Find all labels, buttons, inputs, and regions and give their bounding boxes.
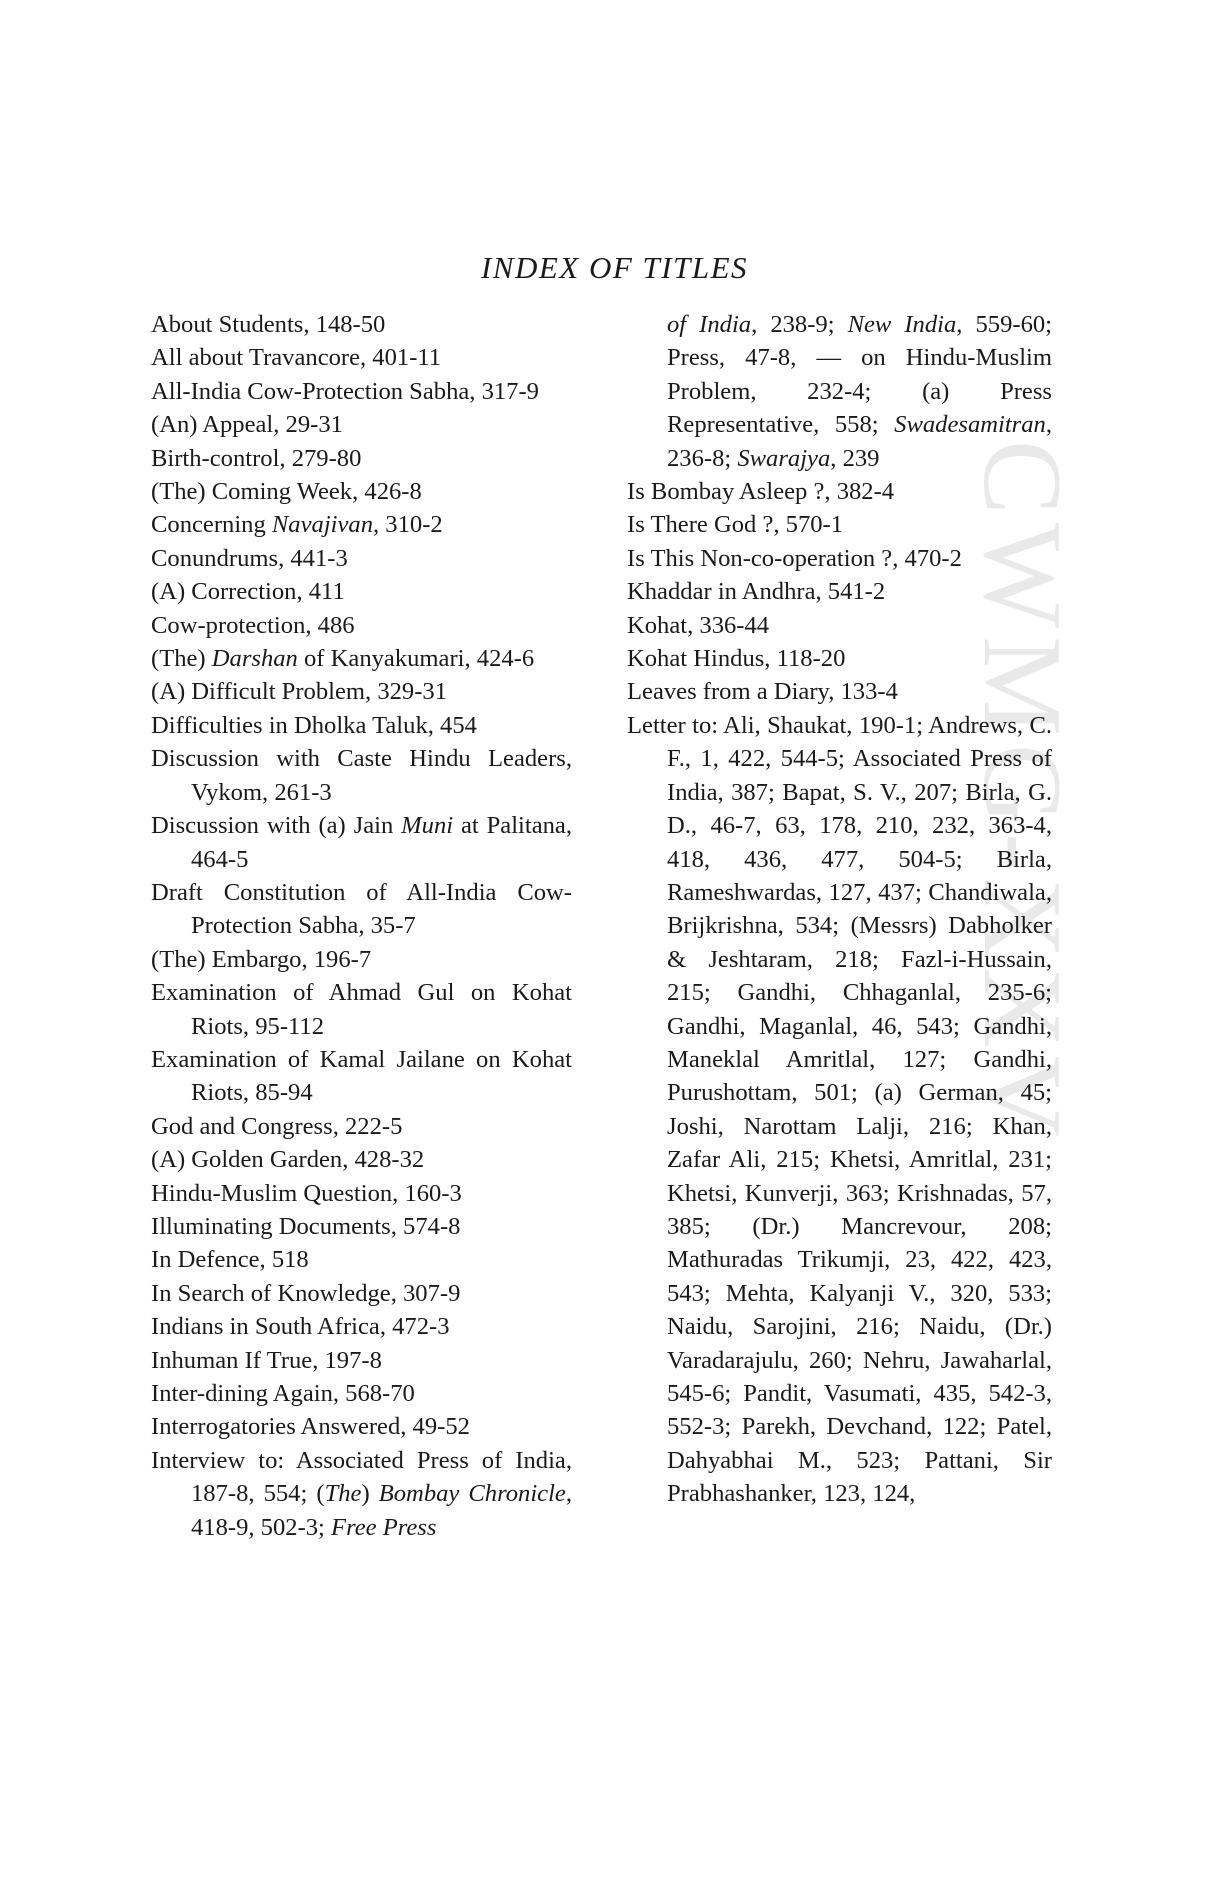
index-column-right [627, 308, 1052, 1511]
index-entry: Difficulties in Dholka Taluk, 454 [151, 711, 477, 739]
entry-italic-text: Navajivan [271, 511, 373, 539]
index-entry: Hindu-Muslim Question, 160-3 [151, 1179, 462, 1207]
index-entry: Kohat, 336-44 [627, 611, 770, 639]
index-entry: Khaddar in Andhra, 541-2 [627, 578, 886, 606]
watermark-text: CWMG-XXV [960, 440, 1084, 1145]
index-entry: Cow-protection, 486 [151, 611, 355, 639]
index-entry: (A) Correction, 411 [151, 578, 345, 606]
index-entry: About Students, 148-50 [151, 311, 386, 338]
index-entry: God and Congress, 222-5 [151, 1112, 403, 1140]
index-entry: (The) Coming Week, 426-8 [151, 478, 422, 506]
index-entry: (A) Golden Garden, 428-32 [151, 1146, 425, 1174]
entry-text: (The) [151, 645, 212, 673]
entry-text: , 239 [830, 444, 880, 472]
entry-italic-text: New India [847, 311, 957, 338]
entry-text: Discussion with (a) Jain [151, 812, 402, 840]
index-entry: Is This Non-co-operation ?, 470-2 [627, 544, 962, 572]
entry-italic-text: The [324, 1480, 362, 1508]
index-entry [151, 642, 572, 675]
entry-italic-text: Swadesamitran [894, 411, 1046, 439]
index-entry: Birth-control, 279-80 [151, 444, 362, 472]
index-entry: All about Travancore, 401-11 [151, 344, 442, 372]
index-entry: Draft Constitution of All-India Cow-Protection Sabha, 35-7 [151, 878, 572, 940]
index-entry [151, 1444, 572, 1544]
index-entry: Discussion with Caste Hindu Leaders, Vykom, 261-3 [151, 745, 572, 806]
entry-text: Interview to: Associated Press of India, 187-8, 554; ( [151, 1446, 572, 1508]
index-entry: (A) Difficult Problem, 329-31 [151, 678, 447, 706]
entry-text: , 559-60; Press, 47-8, — on Hindu-Muslim Problem, 232-4; (a) Press Representative, 558; [667, 311, 1052, 439]
index-entry: Kohat Hindus, 118-20 [627, 645, 846, 673]
entry-text: , 236-8; [667, 411, 1052, 472]
index-entry: In Defence, 518 [151, 1246, 309, 1274]
entry-text: Concerning [151, 511, 272, 539]
index-entry: Is There God ?, 570-1 [627, 511, 844, 539]
entry-text: ) [361, 1480, 379, 1508]
index-entry-continuation [627, 308, 1052, 475]
page-title: INDEX OF TITLES [480, 250, 749, 285]
index-entry: Letter to: Ali, Shaukat, 190-1; Andrews, C. F., 1, 422, 544-5; Associated Press of India, 387; Bapat, S. V., 207; Birla, G. D., 46-7, 63, 178, 210, 232, 363-4, 418, 436, 477, 504-5; Birla, Rameshwardas, 127, 437; Chandiwala, Brijkrishna, 534; (Messrs) Dabholker & Jeshtaram, 218; Fazl-i-Hussain, 215; Gandhi, Chhaganlal, 235-6; Gandhi, Maganlal, 46, 543; Gandhi, Maneklal Amritlal, 127; Gandhi, Purushottam, 501; (a) German, 45; Joshi, Narottam Lalji, 216; Khan, Zafar Ali, 215; Khetsi, Amritlal, 231; Khetsi, Kunverji, 363; Krishnadas, 57, 385; (Dr.) Mancrevour, 208; Mathuradas Trikumji, 23, 422, 423, 543; Mehta, Kalyanji V., 320, 533; Naidu, Sarojini, 216; Naidu, (Dr.) Varadarajulu, 260; Nehru, Jawaharlal, 545-6; Pandit, Vasumati, 435, 542-3, 552-3; Parekh, Devchand, 122; Patel, Dahyabhai M., 523; Pattani, Sir Prabhashanker, 123, 124, [627, 711, 1052, 1508]
entry-italic-text: Bombay Chronicle [378, 1480, 566, 1508]
entry-italic-text: Darshan [211, 645, 298, 673]
entry-text: , 418-9, 502-3; [191, 1480, 572, 1541]
entry-italic-text: Swarajya [737, 444, 831, 472]
index-column-left [151, 308, 572, 1544]
index-entry: (An) Appeal, 29-31 [151, 411, 343, 439]
index-entry: Examination of Kamal Jailane on Kohat Riots, 85-94 [151, 1045, 572, 1107]
index-entry: All-India Cow-Protection Sabha, 317-9 [151, 377, 539, 405]
index-entry: Leaves from a Diary, 133-4 [627, 678, 898, 706]
entry-italic-text: of India [667, 311, 752, 338]
index-entry: Conundrums, 441-3 [151, 544, 348, 572]
index-entry: (The) Embargo, 196-7 [151, 945, 372, 973]
entry-text: , 310-2 [373, 511, 443, 539]
entry-italic-text: Muni [401, 812, 454, 840]
index-entry: Illuminating Documents, 574-8 [151, 1212, 461, 1240]
index-entry: Interrogatories Answered, 49-52 [151, 1413, 470, 1441]
index-entry [151, 809, 572, 876]
index-entry: Examination of Ahmad Gul on Kohat Riots, 95-112 [151, 979, 572, 1040]
index-entry: Is Bombay Asleep ?, 382-4 [627, 478, 895, 506]
index-entry: Inter-dining Again, 568-70 [151, 1380, 415, 1407]
index-entry: Inhuman If True, 197-8 [151, 1346, 382, 1374]
entry-text: , 238-9; [751, 311, 848, 338]
index-entry [151, 508, 572, 541]
entry-text: of Kanyakumari, 424-6 [297, 645, 535, 673]
index-entry: Indians in South Africa, 472-3 [151, 1313, 450, 1341]
entry-italic-text: Free Press [331, 1513, 437, 1541]
index-entry: In Search of Knowledge, 307-9 [151, 1279, 461, 1307]
entry-text: at Palitana, 464-5 [191, 812, 572, 873]
